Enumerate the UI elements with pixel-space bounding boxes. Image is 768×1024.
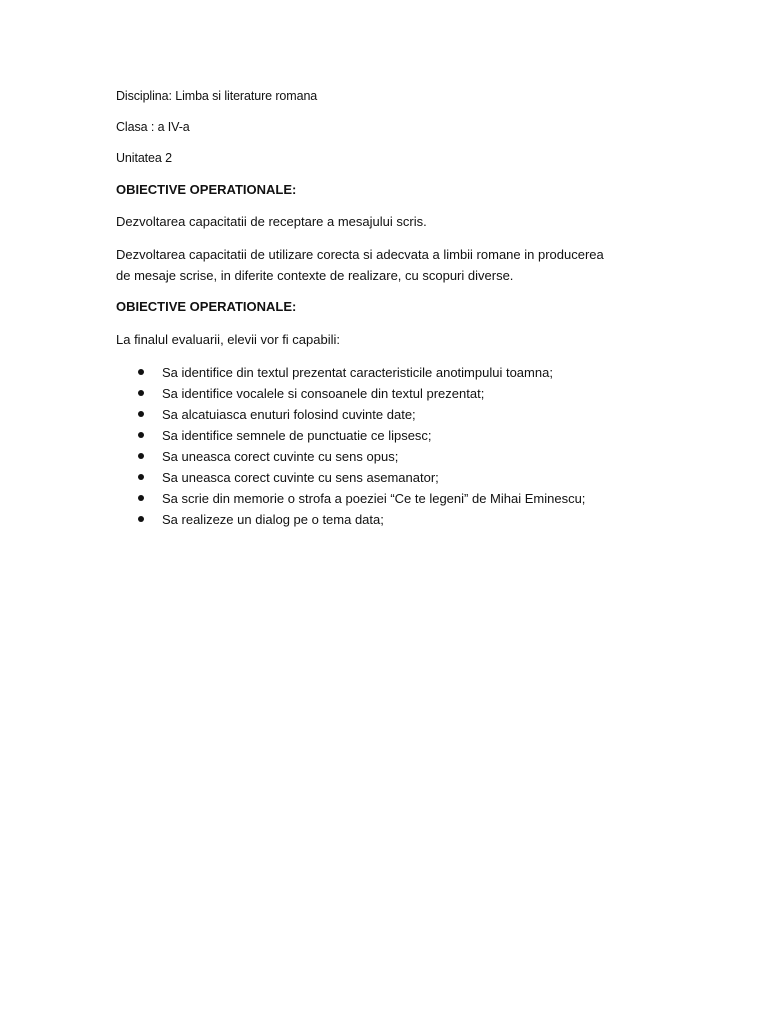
bullet-icon xyxy=(138,474,144,480)
paragraph-usage-line-2: de mesaje scrise, in diferite contexte de realizare, cu scopuri diverse. xyxy=(116,268,514,283)
list-item-text: Sa scrie din memorie o strofa a poeziei “Ce te legeni” de Mihai Eminescu; xyxy=(162,491,586,506)
bullet-icon xyxy=(138,369,144,375)
list-item-text: Sa alcatuiasca enuturi folosind cuvinte date; xyxy=(162,407,416,422)
objectives-heading-1: OBIECTIVE OPERATIONALE: xyxy=(116,182,297,197)
bullet-icon xyxy=(138,495,144,501)
intro-line: La finalul evaluarii, elevii vor fi capabili: xyxy=(116,332,341,347)
list-item-text: Sa realizeze un dialog pe o tema data; xyxy=(162,512,384,527)
bullet-icon xyxy=(138,390,144,396)
objectives-heading-2: OBIECTIVE OPERATIONALE: xyxy=(116,299,297,314)
list-item xyxy=(116,446,668,467)
bullet-icon xyxy=(138,411,144,417)
list-item-text: Sa identifice semnele de punctuatie ce lipsesc; xyxy=(162,428,432,443)
bullet-icon xyxy=(138,432,144,438)
list-item-text: Sa identifice din textul prezentat caracteristicile anotimpului toamna; xyxy=(162,365,553,380)
paragraph-reception: Dezvoltarea capacitatii de receptare a mesajului scris. xyxy=(116,214,427,229)
discipline-line: Disciplina: Limba si literature romana xyxy=(116,89,318,103)
objectives-list xyxy=(116,362,668,530)
list-item xyxy=(116,488,668,509)
list-item xyxy=(116,425,668,446)
paragraph-usage-line-1: Dezvoltarea capacitatii de utilizare corecta si adecvata a limbii romane in producerea xyxy=(116,247,604,262)
bullet-icon xyxy=(138,453,144,459)
list-item-text: Sa uneasca corect cuvinte cu sens opus; xyxy=(162,449,399,464)
list-item xyxy=(116,467,668,488)
bullet-icon xyxy=(138,516,144,522)
paragraph-usage xyxy=(116,244,668,286)
list-item xyxy=(116,383,668,404)
class-line: Clasa : a IV-a xyxy=(116,120,190,134)
list-item xyxy=(116,404,668,425)
list-item xyxy=(116,509,668,530)
list-item xyxy=(116,362,668,383)
document-body xyxy=(116,86,668,530)
unit-line: Unitatea 2 xyxy=(116,151,172,165)
list-item-text: Sa uneasca corect cuvinte cu sens asemanator; xyxy=(162,470,439,485)
list-item-text: Sa identifice vocalele si consoanele din textul prezentat; xyxy=(162,386,485,401)
